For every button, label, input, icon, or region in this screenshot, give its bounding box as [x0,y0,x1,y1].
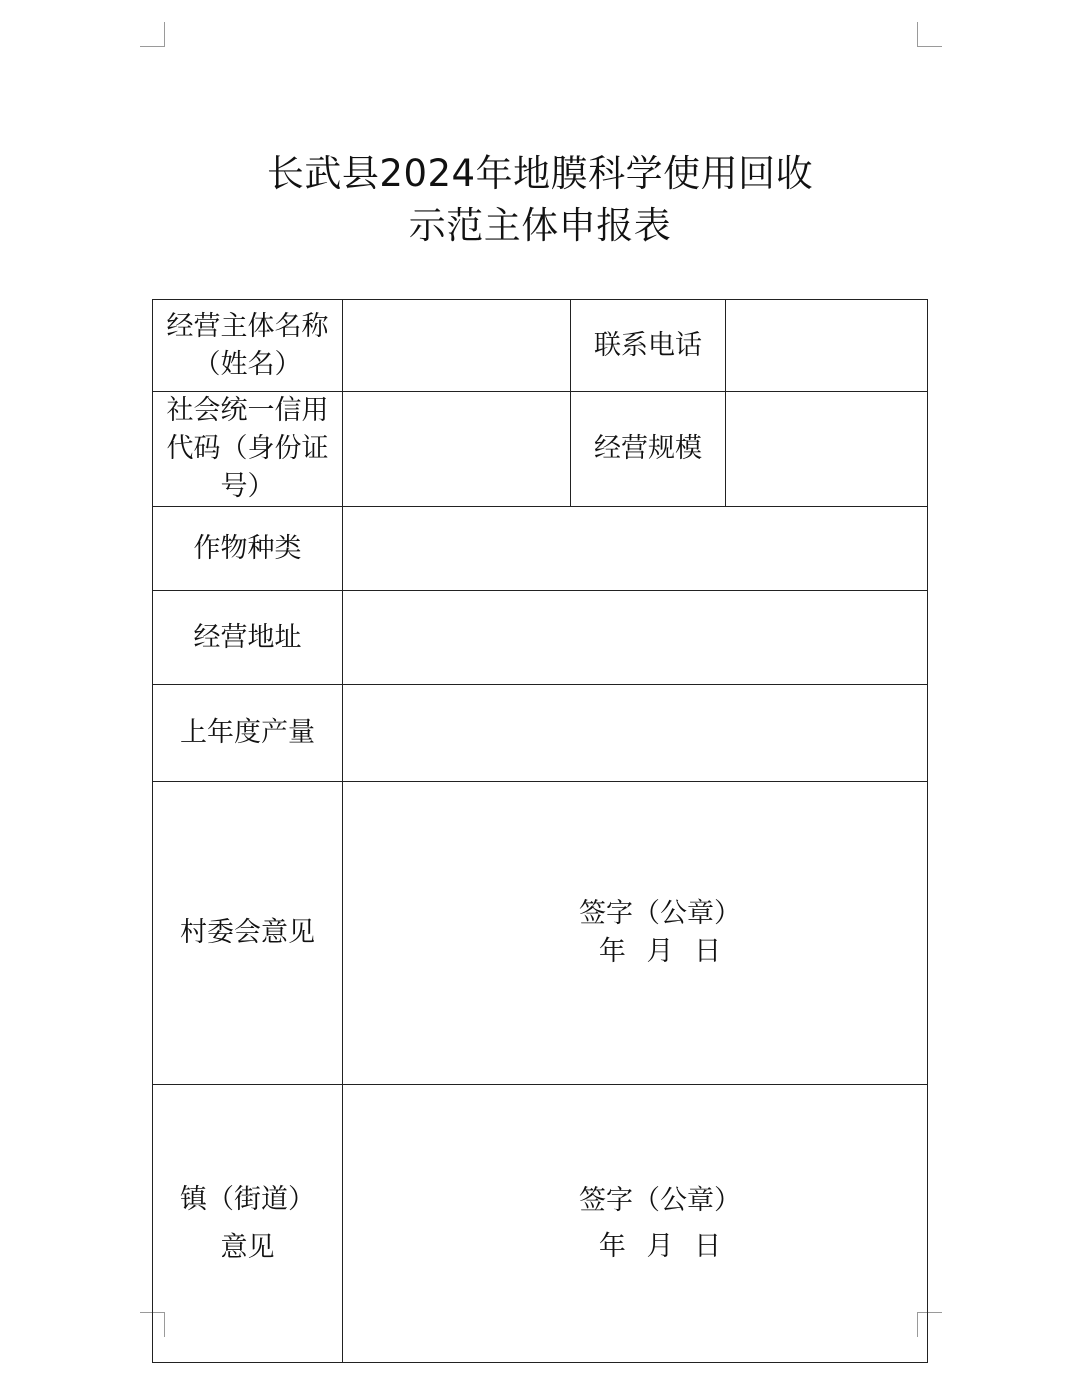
row-village-opinion [153,782,928,1085]
crop-mark-top-right [917,22,942,47]
town-signature-label: 签字（公章） [579,1184,741,1216]
label-town-opinion: 镇（街道） 意见 [153,1085,343,1363]
field-crop-type[interactable] [343,507,928,591]
field-credit-code[interactable] [343,392,571,507]
row-last-year-output [153,685,928,782]
label-village-opinion: 村委会意见 [153,782,343,1085]
field-village-opinion[interactable] [343,782,928,1085]
row-address [153,591,928,685]
label-entity-name: 经营主体名称 （姓名） [153,300,343,392]
page-title-line1: 长武县2024年地膜科学使用回收 [266,152,814,195]
village-date-label: 年 月 日 [598,936,722,967]
row-entity-name [153,300,928,392]
field-business-scale[interactable] [726,392,928,507]
label-phone: 联系电话 [571,300,726,392]
label-business-scale: 经营规模 [571,392,726,507]
field-town-opinion[interactable] [343,1085,928,1363]
label-crop-type: 作物种类 [153,507,343,591]
label-credit-code: 社会统一信用 代码（身份证 号） [153,392,343,507]
town-date-label: 年 月 日 [598,1230,722,1262]
label-address: 经营地址 [153,591,343,685]
row-credit-code [153,392,928,507]
label-last-year-output: 上年度产量 [153,685,343,782]
application-form-table [152,299,928,1363]
row-crop-type [153,507,928,591]
row-town-opinion [153,1085,928,1363]
page-title-line2: 示范主体申报表 [408,204,672,247]
field-address[interactable] [343,591,928,685]
village-signature-label: 签字（公章） [579,898,741,929]
field-last-year-output[interactable] [343,685,928,782]
field-phone[interactable] [726,300,928,392]
field-entity-name[interactable] [343,300,571,392]
crop-mark-top-left [140,22,165,47]
